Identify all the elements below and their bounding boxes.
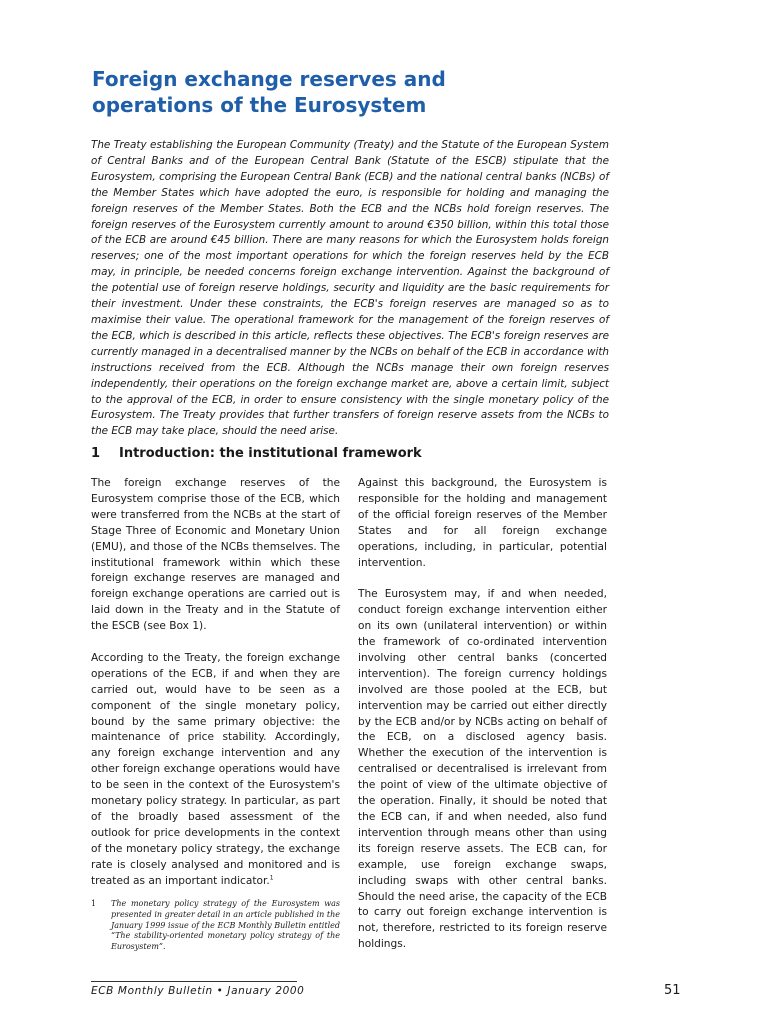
abstract: The Treaty establishing the European Community (Treaty) and the Statute of the European System of Central Banks and of the European Central Bank (Statute of the ESCB) stipulate that the Eurosystem, comprising the European Central Bank (ECB) and the national central banks (NCBs) of the Member States which have adopted the euro, is responsible for holding and managing the foreign reserves of the Member States. Both the ECB and the NCBs hold foreign reserves. The foreign reserves of the Eurosystem currently amount to around €350 billion, within this total those of the ECB are around €45 billion. There are many reasons for which the Eurosystem holds foreign reserves; one of the most important operations for which the foreign reserves held by the ECB may, in principle, be needed concerns foreign exchange intervention. Against the background of the potential use of foreign reserve holdings, security and liquidity are the basic requirements for their investment. Under these constraints, the ECB's foreign reserves are managed so as to maximise their value. The operational framework for the management of the foreign reserves of the ECB, which is described in this article, reflects these objectives. The ECB's foreign reserves are currently managed in a decentralised manner by the NCBs on behalf of the ECB in accordance with instructions received from the ECB. Although the NCBs manage their own foreign reserves independently, their operations on the foreign exchange market are, above a certain limit, subject to the approval of the ECB, in order to ensure consistency with the single monetary policy of the Eurosystem. The Treaty provides that further transfers of foreign reserve assets from the NCBs to the ECB may take place, should the need arise. xyxy=(91,139,609,438)
right-paragraph-2: The Eurosystem may, if and when needed, conduct foreign exchange intervention either on its own (unilateral intervention) or within the framework of co-ordinated intervention involving other central banks (concerted intervention). The foreign currency holdings involved are those pooled at the ECB, but intervention may be carried out either directly by the ECB and/or by NCBs acting on behalf of the ECB, on a disclosed agency basis. Whether the execution of the intervention is centralised or decentralised is irrelevant from the point of view of the ultimate objective of the operation. Finally, it should be noted that the ECB can, if and when needed, also fund intervention through means other than using its foreign reserve assets. The ECB can, for example, use foreign exchange swaps, including swaps with other central banks. Should the need arise, the capacity of the ECB to carry out foreign exchange intervention is not, therefore, restricted to its foreign reserve holdings. xyxy=(358,588,607,951)
section-title: Introduction: the institutional framework xyxy=(119,446,422,461)
footnote-reference: 1 xyxy=(269,874,274,882)
left-paragraph-2-text: According to the Treaty, the foreign exchange operations of the ECB, if and when they are carried out, would have to be seen as a component of the single monetary policy, bound by the same primary objective: the maintenance of price stability. Accordingly, any foreign exchange intervention and any other foreign exchange operations would have to be seen in the context of the Eurosystem's monetary policy strategy. In particular, as part of the broadly based assessment of the outlook for price developments in the context of the monetary policy strategy, the exchange rate is closely analysed and monitored and is treated as an important indicator. xyxy=(91,651,340,887)
left-paragraph-2 xyxy=(91,651,340,890)
left-column xyxy=(91,476,340,952)
article-title-line-1: Foreign exchange reserves and xyxy=(92,67,446,91)
footer-publication: ECB Monthly Bulletin • January 2000 xyxy=(91,985,305,997)
article-title xyxy=(92,66,692,118)
footnote xyxy=(91,899,340,952)
section-heading xyxy=(91,445,422,463)
section-number: 1 xyxy=(91,446,101,461)
left-paragraph-1: The foreign exchange reserves of the Eurosystem comprise those of the ECB, which were transferred from the NCBs at the start of Stage Three of Economic and Monetary Union (EMU), and those of the NCBs themselves. The institutional framework within which these foreign exchange reserves are managed and foreign exchange operations are carried out is laid down in the Treaty and in the Statute of the ESCB (see Box 1). xyxy=(91,477,340,633)
right-paragraph-1: Against this background, the Eurosystem is responsible for the holding and management of the official foreign reserves of the Member States and for all foreign exchange operations, including, in particular, potential intervention. xyxy=(358,477,607,569)
footer-divider xyxy=(91,981,297,982)
footnote-number: 1 xyxy=(91,899,97,909)
page-number: 51 xyxy=(664,983,681,998)
right-column xyxy=(358,476,607,969)
article-title-line-2: operations of the Eurosystem xyxy=(92,93,427,117)
footnote-text: The monetary policy strategy of the Eurosystem was presented in greater detail in an article published in the January 1999 issue of the ECB Monthly Bulletin entitled “The stability-oriented monetary policy strategy of the Eurosystem”. xyxy=(111,899,340,951)
